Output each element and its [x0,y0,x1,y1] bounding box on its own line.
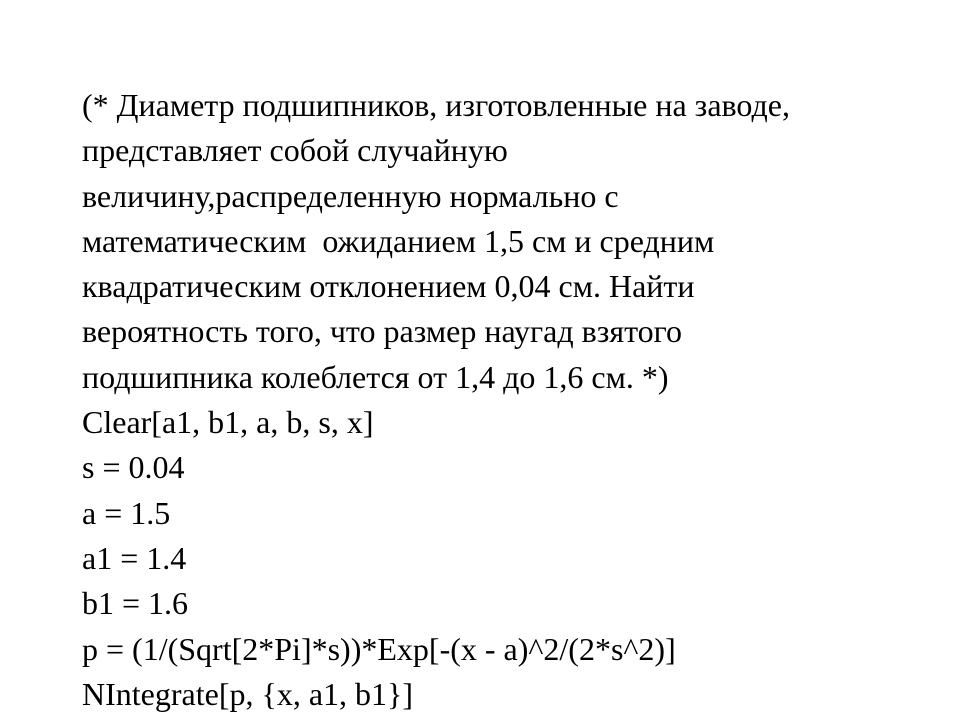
problem-comment-line-6: вероятность того, что размер наугад взятого [82,313,682,350]
code-line-a: a = 1.5 [82,494,171,531]
problem-comment-line-7: подшипника колеблется от 1,4 до 1,6 см. *) [82,358,669,395]
problem-comment-line-3: величину,распределенную нормально с [82,177,619,214]
code-line-clear: Clear[a1, b1, a, b, s, x] [82,404,374,441]
code-line-s: s = 0.04 [82,449,185,486]
problem-comment-line-1: (* Диаметр подшипников, изготовленные на заводе, [82,87,790,123]
code-line-b1: b1 = 1.6 [82,585,189,622]
problem-comment-line-4: математическим ожиданием 1,5 см и средним [82,222,715,259]
code-line-nintegrate: NIntegrate[p, {x, a1, b1}] [82,675,414,712]
problem-comment-line-5: квадратическим отклонением 0,04 см. Найти [82,268,695,305]
code-line-p: p = (1/(Sqrt[2*Pi]*s))*Exp[-(x - a)^2/(2*s^2)] [82,630,676,667]
slide-text-body [82,83,942,717]
problem-comment-line-2: представляет собой случайную [82,132,508,169]
code-line-a1: a1 = 1.4 [82,539,187,576]
